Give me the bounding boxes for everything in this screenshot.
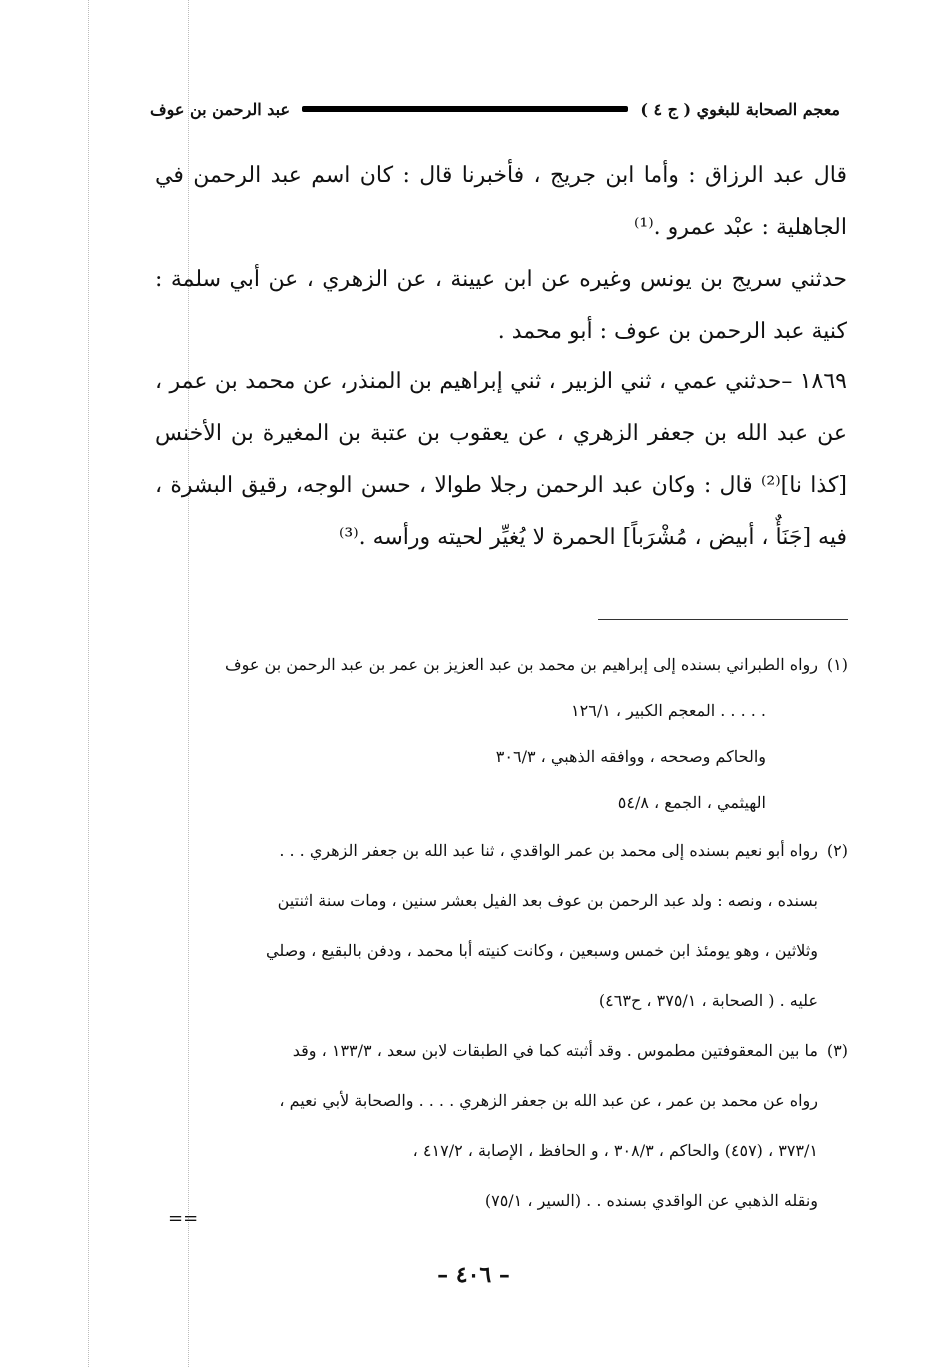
footnote-line: رواه الطبراني بسنده إلى إبراهيم بن محمد بن عبد العزيز بن عمر بن عبد الرحمن بن عوف [225, 655, 818, 674]
footnote-number: (١) [826, 655, 848, 674]
footnote-line: وثلاثين ، وهو يومئذ ابن خمس وسبعين ، وكانت كنيته أبا محمد ، ودفن بالبقيع ، وصلي [266, 941, 818, 960]
page-number: – ٤٠٦ – [437, 1262, 510, 1288]
footnote [120, 642, 848, 826]
footnote-line: الهيثمي ، الجمع ، ٥٤/٨ [617, 793, 766, 812]
paragraph: حدثني سريج بن يونس وغيره عن ابن عيينة ، عن الزهري ، عن أبي سلمة : كنية عبد الرحمن بن عوف : أبو محمد . [155, 267, 847, 344]
footnote-line: رواه عن محمد بن عمر ، عن عبد الله بن جعفر الزهري . . . . والصحابة لأبي نعيم ، [279, 1091, 818, 1110]
footnote-line: ونقله الذهبي عن الواقدي بسنده . . (السير ، ٧٥/١) [484, 1191, 818, 1210]
paragraph: ١٨٦٩ –حدثني عمي ، ثني الزبير ، ثني إبراهيم بن المنذر، عن محمد بن عمر ، عن عبد الله بن جعفر الزهري ، عن يعقوب بن عتبة بن المغيرة بن الأخنس [كذا نا]⁽²⁾ قال : وكان عبد الرحمن رجلا طوالا ، حسن الوجه، رقيق البشرة ، فيه [جَنَأٌ ، أبيض ، مُشْرَباً] الحمرة لا يُغيِّر لحيته ورأسه .⁽³⁾ [155, 369, 847, 550]
footnote [120, 1026, 848, 1226]
running-header [150, 94, 840, 124]
header-rule [302, 106, 628, 112]
main-text [155, 150, 847, 254]
footnote-line: والحاكم وصححه ، ووافقه الذهبي ، ٣٠٦/٣ [495, 747, 766, 766]
footnote [120, 826, 848, 1026]
footnote-line: ٣٧٣/١ ، (٤٥٧) والحاكم ، ٣٠٨/٣ ، و الحافظ ، الإصابة ، ٤١٧/٢ ، [412, 1141, 818, 1160]
main-text [155, 254, 847, 358]
header-book-title: معجم الصحابة للبغوي ( ج ٤ ) [640, 99, 840, 119]
footnote-separator [598, 619, 848, 620]
footnote-number: (٣) [826, 1041, 848, 1060]
footnotes [120, 642, 848, 1226]
footnote-line: رواه أبو نعيم بسنده إلى محمد بن عمر الواقدي ، ثنا عبد الله بن جعفر الزهري . . . [279, 841, 818, 860]
continuation-mark: == [168, 1208, 199, 1229]
header-section-title: عبد الرحمن بن عوف [150, 99, 290, 119]
footnote-line: عليه . ( الصحابة ، ٣٧٥/١ ، ح٤٦٣) [598, 991, 818, 1010]
footnote-line: بسنده ، ونصه : ولد عبد الرحمن بن عوف بعد الفيل بعشر سنين ، ومات سنة اثنتين [277, 891, 818, 910]
main-text [155, 356, 847, 564]
footnote-number: (٢) [826, 841, 848, 860]
footnote-line: ما بين المعقوفتين مطموس . وقد أثبته كما في الطبقات لابن سعد ، ١٣٣/٣ ، وقد [292, 1041, 818, 1060]
scan-guide-line [88, 0, 89, 1367]
footnote-line: . . . . . المعجم الكبير ، ١٢٦/١ [571, 701, 766, 720]
paragraph: قال عبد الرزاق : وأما ابن جريج ، فأخبرنا قال : كان اسم عبد الرحمن في الجاهلية : عبْد عمرو .⁽¹⁾ [155, 163, 847, 240]
